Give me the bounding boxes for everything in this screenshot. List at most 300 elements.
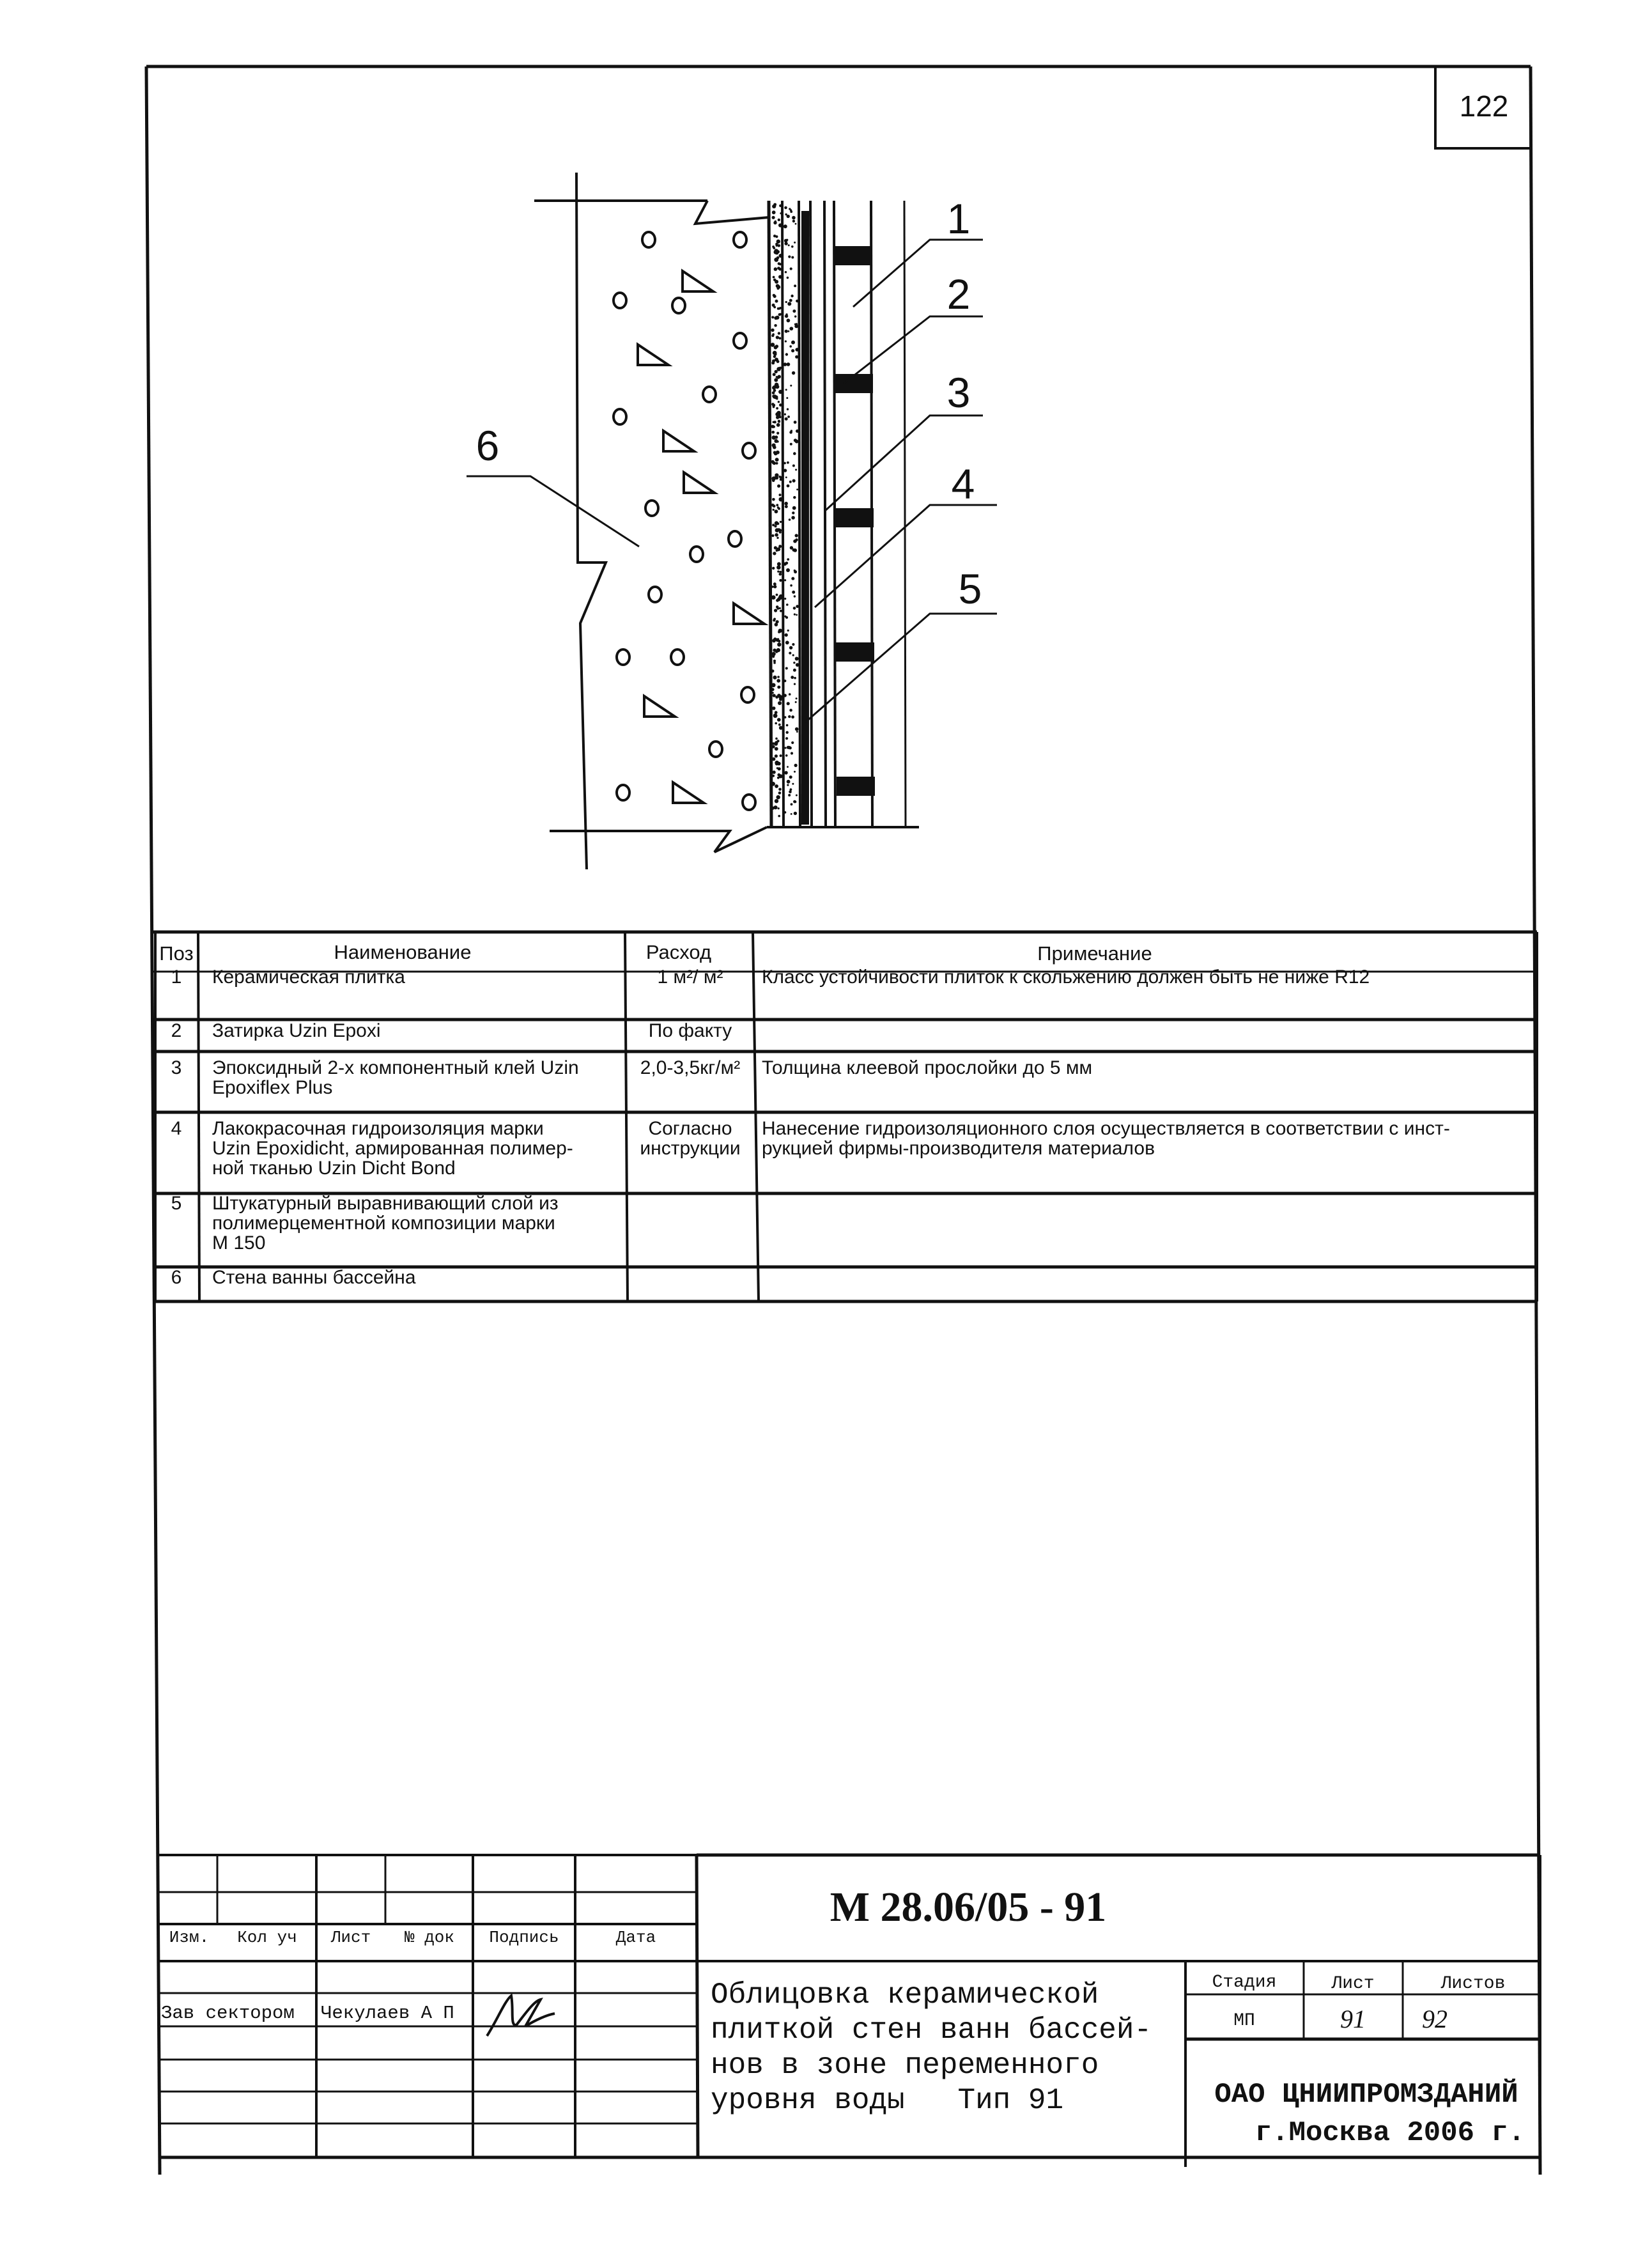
aggregate-circle (617, 649, 629, 665)
speckle-dot (774, 439, 778, 443)
callout-5: 5 (958, 565, 982, 612)
speckle-dot (778, 420, 780, 423)
speckle-dot (791, 256, 794, 259)
speckle-dot (776, 407, 778, 410)
speckle-dot (772, 386, 776, 390)
speckle-dot (773, 235, 776, 237)
speckle-dot (772, 742, 775, 745)
speckle-dot (776, 594, 778, 596)
speckle-dot (773, 660, 776, 662)
speckle-dot (773, 373, 776, 376)
speckle-dot (785, 667, 788, 670)
speckle-dot (773, 355, 776, 358)
adhesive-line-left (810, 201, 812, 827)
speckle-dot (778, 219, 780, 221)
aggregate-circle (672, 298, 685, 313)
sheets-value: 92 (1422, 2005, 1447, 2033)
speckle-dot (785, 353, 788, 355)
speckle-dot (788, 244, 790, 246)
speckle-dot (777, 777, 780, 779)
speckle-dot (790, 385, 792, 387)
speckle-dot (796, 300, 799, 303)
sheet-value: 91 (1340, 2005, 1366, 2033)
speckle-dot (776, 432, 779, 435)
speckle-dot (791, 715, 794, 718)
speckle-dot (775, 722, 777, 725)
speckle-dot (785, 271, 787, 273)
speckle-dot (775, 221, 776, 222)
speckle-dot (794, 764, 798, 767)
speckle-dot (775, 711, 778, 714)
speckle-dot (787, 277, 789, 279)
speckle-dot (793, 800, 796, 803)
speckle-dot (788, 330, 790, 332)
speckle-dot (776, 565, 781, 570)
speckle-dot (771, 534, 774, 537)
speckle-dot (771, 431, 775, 434)
spec-row-4-note: Нанесение гидроизоляционного слоя осуществляется в соответствии с инст- (762, 1118, 1450, 1139)
speckle-dot (776, 423, 780, 427)
speckle-dot (776, 767, 778, 769)
speckle-dot (795, 534, 798, 537)
sheet-number-box (1435, 66, 1532, 148)
speckle-dot (796, 605, 799, 608)
speckle-dot (796, 614, 798, 616)
speckle-dot (775, 383, 779, 387)
speckle-dot (784, 716, 787, 718)
speckle-dot (780, 476, 782, 479)
section-right-line (904, 201, 906, 827)
speckle-dot (784, 224, 787, 228)
speckle-dot (784, 679, 786, 682)
speckle-dot (775, 458, 779, 462)
header-name: Наименование (334, 941, 472, 963)
speckle-dot (796, 663, 799, 667)
speckle-dot (777, 740, 780, 742)
speckle-dot (772, 498, 775, 501)
speckle-dot (777, 718, 781, 722)
speckle-dot (776, 244, 778, 247)
header-pos: Поз (159, 942, 194, 965)
speckle-dot (784, 694, 787, 697)
speckle-dot (775, 300, 778, 303)
speckle-dot (776, 376, 778, 378)
speckle-dot (776, 462, 778, 465)
speckle-dot (776, 240, 780, 244)
speckle-dot (795, 348, 799, 352)
spec-row-3-consumption: 2,0-3,5кг/м² (640, 1057, 741, 1078)
speckle-dot (789, 652, 791, 655)
speckle-dot (779, 403, 782, 407)
speckle-dot (787, 746, 790, 749)
speckle-dot (774, 452, 778, 456)
speckle-dot (773, 203, 776, 206)
spec-row-4-note: рукцией фирмы-производителя материалов (762, 1138, 1155, 1159)
joint-mark (835, 374, 873, 393)
speckle-dot (789, 208, 791, 210)
speckle-dot (793, 496, 796, 499)
speckle-dot (779, 579, 782, 582)
sheet-number: 122 (1459, 89, 1509, 123)
speckle-dot (780, 313, 782, 316)
spec-row-4-consumption: Согласно (648, 1118, 732, 1139)
speckle-dot (784, 362, 787, 366)
speckle-dot (778, 508, 780, 510)
aggregate-circle (743, 443, 755, 458)
speckle-dot (779, 571, 782, 573)
speckle-dot (786, 724, 789, 727)
speckle-dot (773, 421, 775, 423)
speckle-dot (779, 531, 782, 534)
spec-row-6-name: Стена ванны бассейна (212, 1267, 416, 1288)
speckle-dot (785, 737, 788, 740)
speckle-dot (776, 679, 780, 683)
speckle-dot (778, 791, 782, 795)
speckle-dot (777, 375, 781, 379)
callout-6: 6 (475, 422, 500, 469)
speckle-dot (794, 421, 797, 424)
speckle-dot (786, 731, 789, 734)
document-designation: М 28.06/05 - 91 (830, 1884, 1107, 1930)
speckle-dot (775, 525, 777, 527)
speckle-dot (779, 307, 782, 309)
speckle-dot (773, 509, 775, 511)
speckle-dot (780, 610, 782, 612)
speckle-dot (775, 370, 778, 373)
speckle-dot (778, 223, 782, 227)
speckle-dot (785, 313, 787, 315)
speckle-dot (780, 367, 782, 369)
speckle-dot (787, 215, 790, 218)
speckle-dot (787, 780, 791, 784)
speckle-dot (794, 771, 796, 773)
speckle-dot (774, 324, 776, 327)
tile-back-line (834, 201, 835, 827)
speckle-dot (773, 295, 776, 298)
speckle-dot (777, 267, 780, 270)
speckle-dot (779, 607, 781, 609)
speckle-dot (778, 596, 783, 600)
callout-leaders (467, 240, 997, 722)
speckle-dot (792, 591, 795, 594)
speckle-dot (772, 692, 774, 694)
speckle-dot (776, 336, 779, 339)
speckle-dot (794, 284, 796, 287)
speckle-dot (772, 444, 776, 447)
speckle-dot (794, 242, 796, 244)
speckle-dot (785, 417, 788, 421)
speckle-dot (795, 701, 797, 703)
speckle-dot (778, 724, 781, 726)
speckle-dot (771, 329, 774, 332)
title-line-3: нов в зоне переменного (711, 2049, 1099, 2082)
speckle-dot (774, 609, 777, 612)
speckle-dot (777, 485, 780, 488)
plaster-speckle (771, 203, 799, 818)
speckle-dot (785, 616, 788, 619)
speckle-dot (778, 629, 782, 633)
aggregate-circle (690, 547, 703, 562)
spec-row-2-pos: 2 (171, 1020, 182, 1041)
speckle-dot (785, 476, 787, 478)
speckle-dot (773, 637, 776, 640)
wall-left-break (576, 173, 606, 869)
speckle-dot (772, 757, 776, 761)
person-role: Зав сектором (161, 2003, 295, 2024)
joint-mark (837, 777, 875, 796)
aggregate-circle (645, 501, 658, 516)
speckle-dot (777, 638, 779, 640)
speckle-dot (784, 414, 786, 415)
rev-col-qty: Кол уч (237, 1928, 297, 1947)
speckle-dot (773, 306, 776, 309)
aggregate-circle (743, 795, 755, 810)
speckle-dot (787, 462, 789, 464)
speckle-dot (779, 497, 784, 502)
speckle-dot (787, 319, 791, 323)
speckle-dot (772, 359, 775, 362)
speckle-dot (771, 343, 775, 347)
speckle-dot (776, 620, 779, 623)
speckle-dot (794, 683, 796, 685)
speckle-dot (791, 752, 793, 754)
callout-4: 4 (951, 460, 975, 508)
speckle-dot (772, 567, 775, 570)
speckle-dot (784, 747, 786, 749)
aggregate-circle (741, 687, 754, 703)
speckle-dot (789, 518, 791, 521)
speckle-dot (794, 315, 796, 317)
speckle-dot (780, 212, 782, 214)
speckle-dot (777, 676, 780, 678)
speckle-dot (777, 686, 780, 689)
speckle-dot (771, 807, 774, 810)
speckle-dot (792, 783, 794, 785)
header-consumption: Расход (645, 941, 712, 963)
speckle-dot (773, 426, 775, 428)
speckle-dot (792, 216, 796, 220)
speckle-dot (776, 795, 780, 799)
speckle-dot (795, 223, 797, 225)
speckle-dot (778, 701, 782, 705)
header-note: Примечание (1037, 942, 1152, 965)
speckle-dot (794, 614, 796, 616)
speckle-dot (795, 355, 798, 359)
wall-bottom-break (550, 827, 767, 852)
joint-mark (836, 642, 874, 662)
speckle-dot (787, 415, 790, 418)
speckle-dot (791, 803, 793, 805)
speckle-dot (776, 648, 780, 652)
speckle-dot (792, 511, 794, 514)
speckle-dot (795, 727, 799, 731)
aggregate-circle (703, 387, 716, 402)
speckle-dot (777, 570, 779, 572)
spec-row-3-note: Толщина клеевой прослойки до 5 мм (762, 1057, 1093, 1078)
wall-face (769, 201, 771, 827)
speckle-dot (785, 330, 788, 333)
speckle-dot (773, 586, 776, 588)
speckle-dot (789, 299, 792, 302)
speckle-dot (795, 469, 797, 470)
speckle-dot (789, 709, 792, 712)
speckle-dot (778, 262, 780, 265)
speckle-dot (773, 276, 775, 279)
speckle-dot (787, 766, 789, 768)
speckle-dot (784, 579, 786, 581)
speckle-dot (776, 504, 778, 506)
speckle-dot (794, 570, 796, 571)
speckle-dot (790, 584, 792, 587)
speckle-dot (778, 332, 780, 334)
speckle-dot (771, 316, 774, 318)
speckle-dot (779, 493, 782, 496)
speckle-dot (793, 452, 796, 455)
speckle-dot (776, 607, 779, 610)
rev-col-sheet: Лист (330, 1928, 371, 1947)
speckle-dot (771, 460, 775, 463)
callout-3: 3 (946, 369, 971, 416)
speckle-dot (772, 770, 775, 773)
speckle-dot (775, 345, 778, 348)
speckle-dot (775, 528, 780, 532)
speckle-dot (791, 577, 794, 580)
speckle-dot (785, 505, 788, 508)
speckle-dot (791, 430, 792, 431)
speckle-dot (772, 435, 776, 440)
aggregate-triangle (644, 696, 675, 717)
speckle-dot (771, 669, 775, 672)
callout-1: 1 (946, 195, 971, 242)
speckle-dot (792, 643, 794, 646)
speckle-dot (773, 676, 776, 679)
speckle-dot (796, 731, 798, 733)
speckle-dot (775, 533, 778, 537)
speckle-dot (793, 662, 795, 664)
speckle-dot (788, 256, 791, 258)
aggregate-triangle (663, 431, 694, 451)
speckle-dot (773, 247, 775, 249)
speckle-dot (777, 562, 781, 566)
aggregate-triangle (734, 603, 764, 624)
speckle-dot (787, 485, 790, 488)
speckle-dot (792, 220, 795, 222)
stage-label: Стадия (1212, 1973, 1277, 1992)
speckle-dot (789, 693, 791, 695)
speckle-dot (772, 655, 775, 657)
speckle-dot (775, 695, 778, 699)
speckle-dot (795, 538, 798, 541)
speckle-dot (792, 506, 796, 510)
speckle-dot (774, 267, 778, 271)
speckle-dot (788, 794, 791, 796)
speckle-dot (787, 630, 789, 632)
speckle-dot (778, 788, 782, 791)
spec-row-1-consumption: 1 м²/ м² (657, 966, 723, 988)
aggregate-circle (614, 293, 626, 308)
speckle-dot (773, 279, 776, 281)
callout-2: 2 (946, 270, 971, 318)
speckle-dot (775, 784, 778, 788)
speckle-dot (785, 389, 787, 391)
waterproofing-line (799, 201, 800, 827)
speckle-dot (772, 216, 775, 219)
speckle-dot (791, 349, 794, 352)
speckle-dot (794, 323, 796, 325)
speckle-dot (775, 475, 778, 478)
speckle-dot (791, 741, 794, 744)
sheets-label: Листов (1440, 1974, 1506, 1994)
aggregate-circle (614, 409, 626, 424)
speckle-dot (771, 782, 775, 786)
speckle-dot (794, 812, 797, 815)
speckle-dot (791, 516, 795, 520)
speckle-dot (778, 244, 781, 247)
speckle-dot (786, 397, 788, 399)
speckle-dot (787, 408, 789, 410)
speckle-dot (796, 697, 798, 699)
speckle-dot (784, 206, 787, 210)
speckle-dot (790, 788, 792, 791)
speckle-dot (772, 706, 776, 710)
spec-table-rows (171, 966, 1450, 1288)
speckle-dot (772, 210, 776, 214)
speckle-dot (794, 595, 796, 597)
speckle-dot (775, 412, 779, 416)
speckle-dot (778, 390, 782, 394)
aggregate-circle (642, 232, 655, 247)
spec-row-3-pos: 3 (171, 1057, 182, 1078)
speckle-dot (775, 754, 778, 757)
speckle-dot (789, 775, 792, 779)
speckle-dot (791, 813, 792, 815)
speckle-dot (789, 646, 792, 649)
speckle-dot (788, 715, 791, 718)
speckle-dot (784, 771, 788, 775)
speckle-dot (771, 595, 776, 600)
speckle-dot (780, 521, 782, 523)
aggregate-triangle (684, 472, 714, 493)
spec-row-1-pos: 1 (171, 966, 182, 988)
speckle-dot (789, 345, 792, 348)
speckle-dot (796, 488, 798, 490)
aggregate-circle (617, 785, 629, 800)
speckle-dot (796, 795, 798, 796)
speckle-dot (772, 775, 775, 777)
aggregate-triangle (673, 782, 704, 803)
speckle-dot (778, 545, 782, 548)
adhesive-line-right (824, 201, 826, 827)
speckle-dot (776, 285, 780, 289)
speckle-dot (791, 341, 795, 345)
speckle-dot (778, 401, 780, 403)
organization: ОАО ЦНИИПРОМЗДАНИЙ (1214, 2079, 1518, 2111)
speckle-dot (773, 694, 776, 697)
speckle-dot (792, 479, 796, 483)
speckle-dot (784, 469, 787, 472)
speckle-dot (776, 256, 780, 260)
speckle-dot (776, 537, 778, 539)
speckle-dot (772, 394, 775, 398)
speckle-dot (789, 790, 792, 793)
speckle-dot (773, 504, 776, 508)
speckle-dot (787, 302, 791, 306)
speckle-dot (790, 267, 792, 270)
speckle-dot (784, 598, 786, 600)
speckle-dot (775, 251, 778, 254)
spec-row-3-name: Epoxiflex Plus (212, 1077, 333, 1098)
speckle-dot (792, 654, 794, 656)
